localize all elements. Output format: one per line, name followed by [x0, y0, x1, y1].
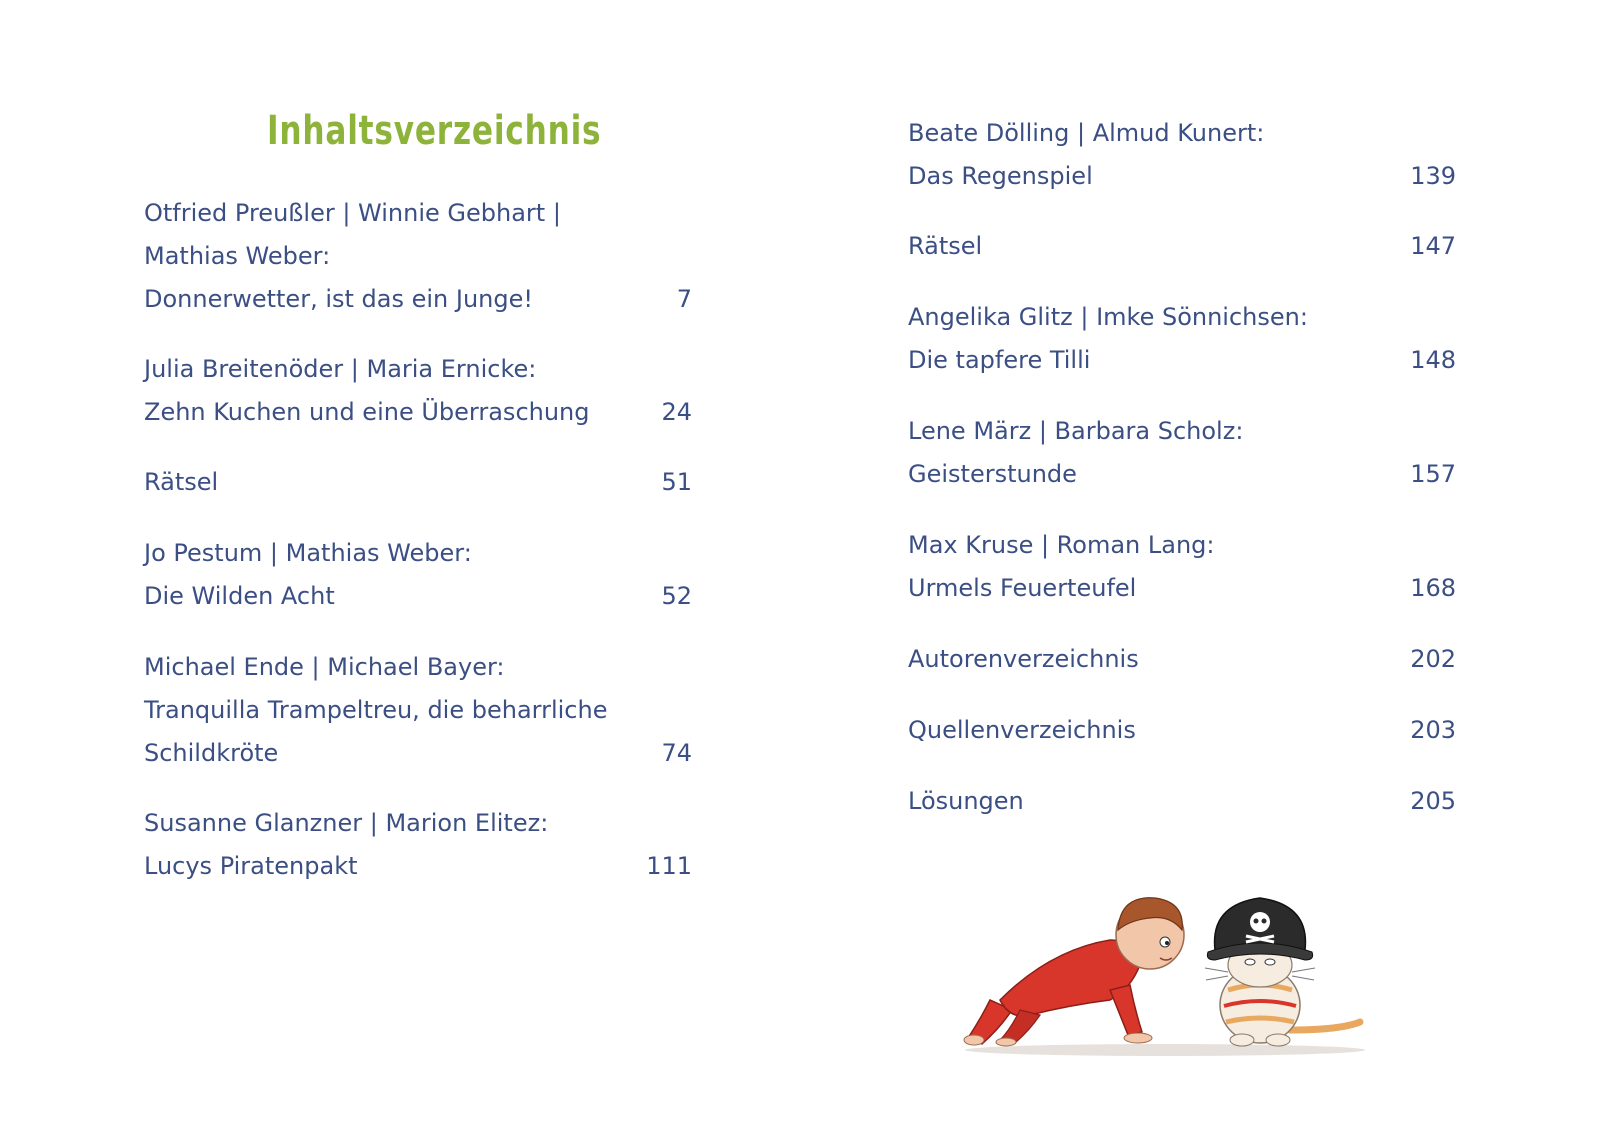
toc-page-number: 148	[1410, 346, 1456, 374]
toc-entry-title: Rätsel	[144, 468, 219, 496]
toc-entry-line	[144, 192, 692, 235]
toc-entry-title: Die Wilden Acht	[144, 582, 335, 610]
toc-entry-line	[908, 112, 1456, 155]
toc-entry-line	[144, 802, 692, 845]
toc-entry-line	[908, 225, 1456, 268]
toc-entry-title: Geisterstunde	[908, 460, 1077, 488]
toc-entry-line	[144, 348, 692, 391]
toc-entry-line	[908, 709, 1456, 752]
toc-entry-title: Lucys Piratenpakt	[144, 852, 358, 880]
toc-entry-title: Autorenverzeichnis	[908, 645, 1139, 673]
toc-entry[interactable]	[908, 709, 1456, 752]
toc-entry-line	[908, 453, 1456, 496]
toc-entry[interactable]	[144, 646, 692, 775]
toc-entry[interactable]	[144, 802, 692, 888]
toc-page-number: 51	[661, 468, 692, 496]
toc-page-number: 202	[1410, 645, 1456, 673]
toc-entry[interactable]	[144, 348, 692, 434]
toc-entry[interactable]	[908, 410, 1456, 496]
toc-entry-line	[908, 780, 1456, 823]
toc-entry[interactable]	[908, 112, 1456, 198]
toc-entry[interactable]	[908, 524, 1456, 610]
toc-entry-title: Zehn Kuchen und eine Überraschung	[144, 398, 590, 426]
toc-entry-title: Urmels Feuerteufel	[908, 574, 1137, 602]
toc-page-number: 168	[1410, 574, 1456, 602]
toc-entry-line	[908, 524, 1456, 567]
toc-entry[interactable]	[908, 225, 1456, 268]
toc-entry-title: Lösungen	[908, 787, 1024, 815]
toc-entry-author: Angelika Glitz | Imke Sönnichsen:	[908, 303, 1308, 331]
toc-entry-title: Donnerwetter, ist das ein Junge!	[144, 285, 534, 313]
toc-title: Inhaltsverzeichnis	[267, 108, 602, 154]
toc-entry-line	[144, 278, 692, 321]
toc-entry[interactable]	[908, 638, 1456, 681]
toc-entry-author: Jo Pestum | Mathias Weber:	[144, 539, 472, 567]
toc-page-number: 24	[661, 398, 692, 426]
toc-page-number: 203	[1410, 716, 1456, 744]
toc-page-number: 147	[1410, 232, 1456, 260]
toc-page-number: 7	[676, 285, 692, 313]
toc-page-number: 52	[661, 582, 692, 610]
toc-entry-title: Das Regenspiel	[908, 162, 1093, 190]
toc-entry-title: Schildkröte	[144, 739, 279, 767]
toc-entry[interactable]	[144, 532, 692, 618]
toc-entry-line	[908, 296, 1456, 339]
pirate-cat-figure	[1205, 898, 1360, 1046]
toc-entry[interactable]	[144, 461, 692, 504]
toc-entry-line	[908, 638, 1456, 681]
toc-entry-line	[908, 567, 1456, 610]
toc-entry-line	[908, 339, 1456, 382]
toc-page-number: 205	[1410, 787, 1456, 815]
toc-entry-title: Quellenverzeichnis	[908, 716, 1136, 744]
toc-entry[interactable]	[908, 296, 1456, 382]
toc-entry-line	[144, 391, 692, 434]
toc-entry-author: Mathias Weber:	[144, 242, 331, 270]
toc-entry-title: Tranquilla Trampeltreu, die beharrliche	[144, 696, 608, 724]
toc-entry-author: Max Kruse | Roman Lang:	[908, 531, 1215, 559]
toc-entry-title: Rätsel	[908, 232, 983, 260]
toc-entry-author: Beate Dölling | Almud Kunert:	[908, 119, 1265, 147]
toc-entry-line	[144, 845, 692, 888]
child-and-pirate-cat-illustration	[960, 880, 1390, 1060]
toc-entry-author: Michael Ende | Michael Bayer:	[144, 653, 505, 681]
toc-page-number: 139	[1410, 162, 1456, 190]
toc-page-number: 157	[1410, 460, 1456, 488]
toc-entry-line	[144, 575, 692, 618]
child-figure	[964, 898, 1184, 1046]
toc-entry-author: Susanne Glanzner | Marion Elitez:	[144, 809, 549, 837]
toc-entry-line	[908, 155, 1456, 198]
toc-entry-author: Otfried Preußler | Winnie Gebhart |	[144, 199, 561, 227]
toc-entry-line	[144, 646, 692, 689]
toc-entry[interactable]	[144, 192, 692, 321]
toc-entry-line	[144, 532, 692, 575]
toc-entry-line	[144, 732, 692, 775]
toc-entry[interactable]	[908, 780, 1456, 823]
toc-entry-line	[144, 689, 692, 732]
toc-entry-title: Die tapfere Tilli	[908, 346, 1091, 374]
toc-entry-line	[144, 235, 692, 278]
toc-entry-line	[908, 410, 1456, 453]
toc-entry-author: Lene März | Barbara Scholz:	[908, 417, 1244, 445]
toc-entry-author: Julia Breitenöder | Maria Ernicke:	[144, 355, 537, 383]
toc-entry-line	[144, 461, 692, 504]
toc-page-number: 74	[661, 739, 692, 767]
toc-page-number: 111	[646, 852, 692, 880]
